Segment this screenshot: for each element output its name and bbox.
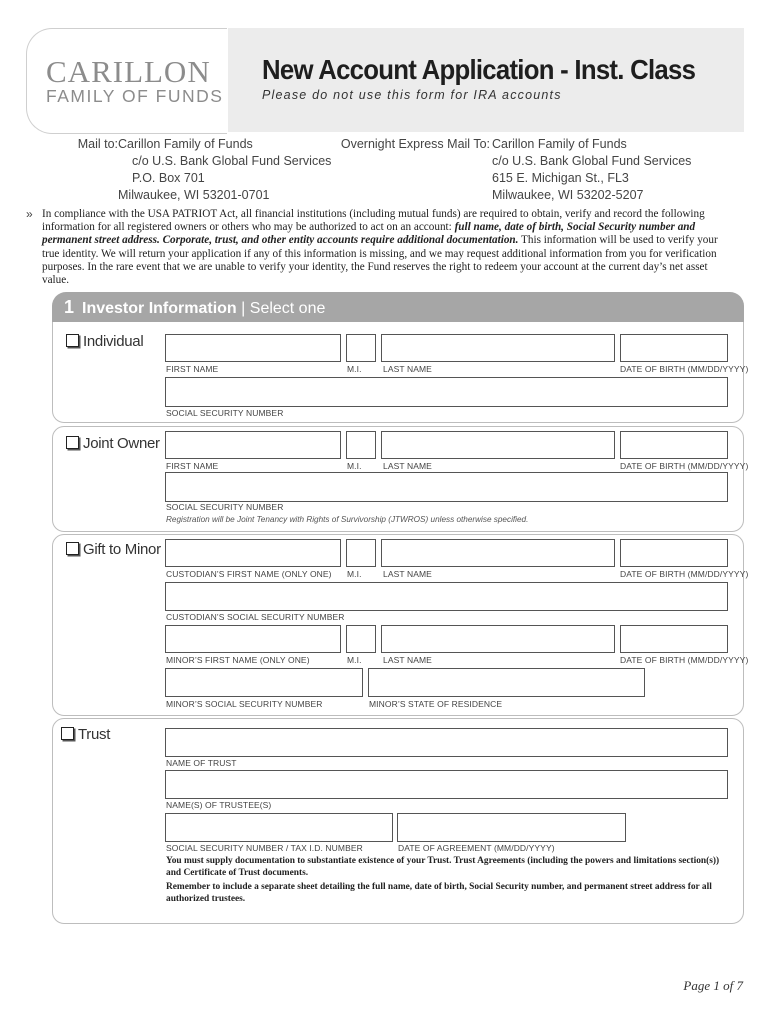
minor-mi-field[interactable] [346,625,376,653]
joint-last-name-field[interactable] [381,431,615,459]
individual-last-name-field[interactable] [381,334,615,362]
field-label: CUSTODIAN’S FIRST NAME (ONLY ONE) [166,569,332,579]
field-label: SOCIAL SECURITY NUMBER [166,502,284,512]
field-label: MINOR’S STATE OF RESIDENCE [369,699,503,709]
mail-address [118,136,331,204]
field-label: M.I. [347,461,362,471]
field-label: M.I. [347,569,362,579]
trustees-field[interactable] [165,770,728,799]
field-label: DATE OF BIRTH (MM/DD/YYYY) [620,655,749,665]
logo-tagline: FAMILY OF FUNDS [46,86,224,106]
field-label: LAST NAME [383,461,432,471]
trust-option[interactable]: Trust [61,726,110,743]
checkbox-icon[interactable] [66,334,79,347]
field-label: DATE OF BIRTH (MM/DD/YYYY) [620,364,749,374]
trust-name-field[interactable] [165,728,728,757]
custodian-last-name-field[interactable] [381,539,615,567]
overnight-label: Overnight Express Mail To: [340,137,490,151]
joint-ssn-field[interactable] [165,472,728,502]
mail-to-label: Mail to: [77,137,118,151]
trust-ssn-tin-field[interactable] [165,813,393,842]
overnight-line: Milwaukee, WI 53202-5207 [492,188,644,202]
field-label: MINOR’S SOCIAL SECURITY NUMBER [166,699,323,709]
custodian-ssn-field[interactable] [165,582,728,611]
trust-agreement-date-field[interactable] [397,813,626,842]
individual-ssn-field[interactable] [165,377,728,407]
section-title: 1 Investor Information | Select one [64,297,326,317]
field-label: FIRST NAME [166,364,219,374]
field-label: LAST NAME [383,569,432,579]
mail-line: Milwaukee, WI 53201-0701 [118,188,270,202]
individual-dob-field[interactable] [620,334,728,362]
minor-last-name-field[interactable] [381,625,615,653]
checkbox-icon[interactable] [66,436,79,449]
minor-state-field[interactable] [368,668,645,697]
trust-documentation-note: You must supply documentation to substantiate existence of your Trust. Trust Agreements (including the powers and limitations section(s)) and Certificate of Trust documents. [166,856,720,878]
patriot-act-notice: In compliance with the USA PATRIOT Act, all financial institutions (including mutual funds) are required to obtain, verify and record the following information for all registered owners or others who may be authorized to act on an account: full name, date of birth, Social Security number and permanent street address. Corporate, trust, and other entity accounts require additional documentation. This information will be used to verify your true identity. We will return your application if any of this information is missing, and we may request additional information from you for verification purposes. In the rare event that we are unable to verify your identity, the Fund reserves the right to redeem your account at the current day’s net asset value. [42,208,718,287]
field-label: SOCIAL SECURITY NUMBER / TAX I.D. NUMBER [166,843,363,853]
gift-to-minor-option[interactable]: Gift to Minor [66,541,161,558]
field-label: MINOR’S FIRST NAME (ONLY ONE) [166,655,310,665]
joint-first-name-field[interactable] [165,431,341,459]
joint-dob-field[interactable] [620,431,728,459]
checkbox-icon[interactable] [66,542,79,555]
joint-mi-field[interactable] [346,431,376,459]
overnight-address [492,136,691,204]
custodian-first-name-field[interactable] [165,539,341,567]
field-label: FIRST NAME [166,461,219,471]
page-number: Page 1 of 7 [683,978,743,993]
mail-line: Carillon Family of Funds [118,137,253,151]
page-subtitle: Please do not use this form for IRA accounts [262,88,562,102]
individual-mi-field[interactable] [346,334,376,362]
field-label: DATE OF BIRTH (MM/DD/YYYY) [620,461,749,471]
checkbox-icon[interactable] [61,727,74,740]
chevron-right-icon: » [26,207,33,221]
custodian-dob-field[interactable] [620,539,728,567]
overnight-line: 615 E. Michigan St., FL3 [492,171,629,185]
overnight-line: Carillon Family of Funds [492,137,627,151]
field-label: M.I. [347,655,362,665]
field-label: CUSTODIAN’S SOCIAL SECURITY NUMBER [166,612,345,622]
field-label: LAST NAME [383,655,432,665]
field-label: SOCIAL SECURITY NUMBER [166,408,284,418]
joint-owner-option[interactable]: Joint Owner [66,435,160,452]
field-label: M.I. [347,364,362,374]
trust-trustees-note: Remember to include a separate sheet detailing the full name, date of birth, Social Security number, and permanent street address for all authorized trustees. [166,882,712,904]
individual-option[interactable]: Individual [66,333,143,350]
minor-first-name-field[interactable] [165,625,341,653]
field-label: NAME(S) OF TRUSTEE(S) [166,800,272,810]
field-label: LAST NAME [383,364,432,374]
mail-line: c/o U.S. Bank Global Fund Services [132,154,332,168]
logo-wordmark: CARILLON [46,54,211,89]
field-label: DATE OF BIRTH (MM/DD/YYYY) [620,569,749,579]
individual-first-name-field[interactable] [165,334,341,362]
page-title: New Account Application - Inst. Class [262,54,696,85]
field-label: NAME OF TRUST [166,758,237,768]
minor-ssn-field[interactable] [165,668,363,697]
mail-line: P.O. Box 701 [132,171,205,185]
custodian-mi-field[interactable] [346,539,376,567]
overnight-line: c/o U.S. Bank Global Fund Services [492,154,692,168]
jtwros-note: Registration will be Joint Tenancy with Rights of Survivorship (JTWROS) unless otherwise specified. [166,515,529,524]
field-label: DATE OF AGREEMENT (MM/DD/YYYY) [398,843,555,853]
minor-dob-field[interactable] [620,625,728,653]
